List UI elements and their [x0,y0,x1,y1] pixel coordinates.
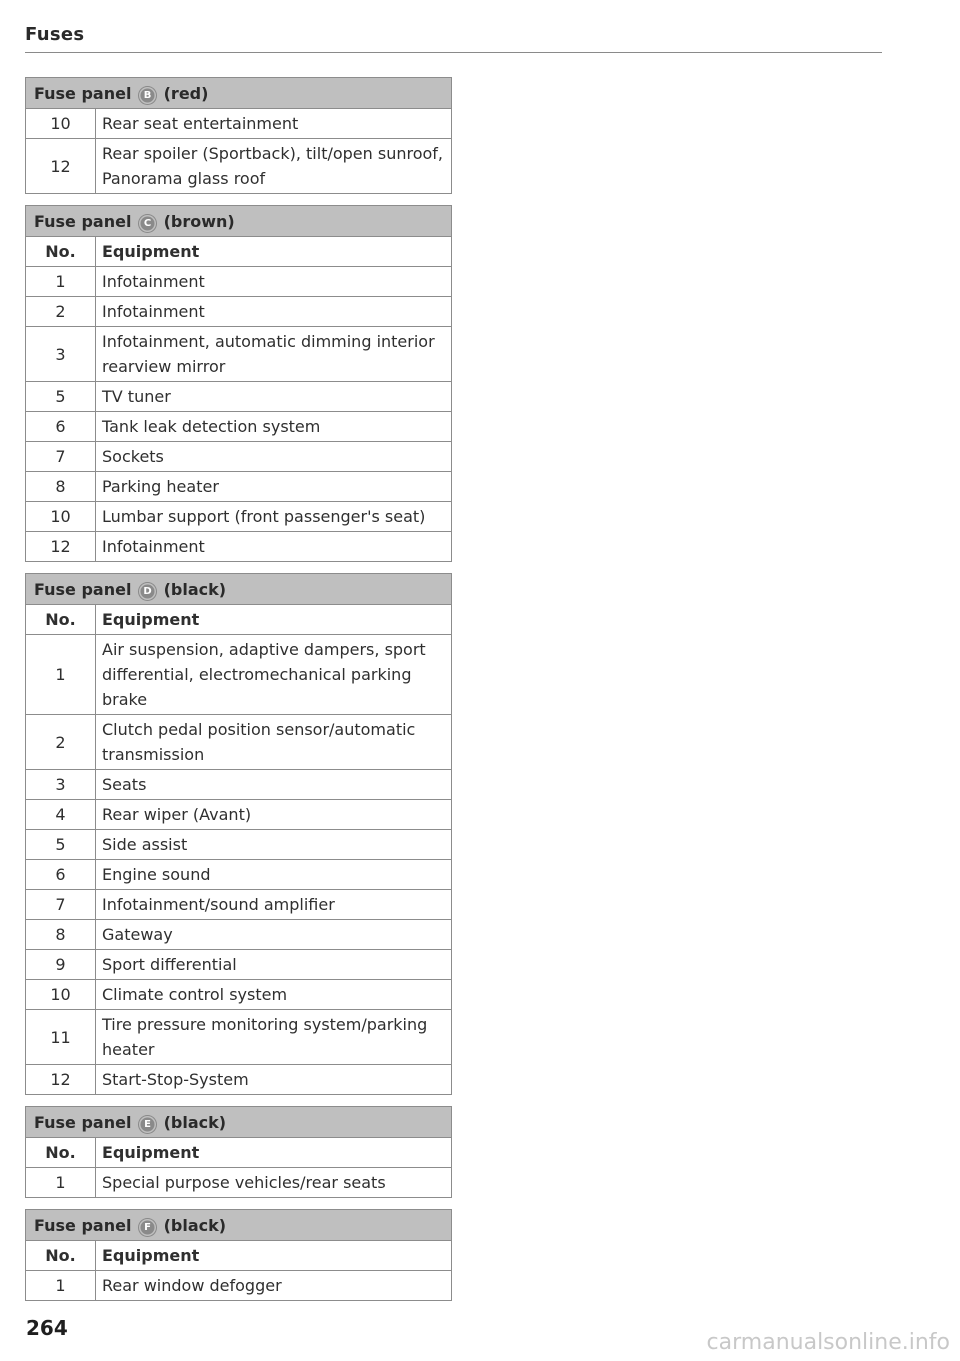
table-row [26,382,452,412]
fuse-equipment: Parking heater [96,472,452,502]
fuse-panel-b-table [25,77,452,194]
fuse-number: 3 [26,327,96,382]
fuse-number: 5 [26,382,96,412]
fuse-equipment: Sport differential [96,950,452,980]
fuse-number: 1 [26,267,96,297]
fuse-number: 11 [26,1010,96,1065]
panel-letter-badge-icon: F [139,1219,156,1236]
panel-color: (red) [163,83,209,103]
fuse-number: 2 [26,715,96,770]
fuse-number: 5 [26,830,96,860]
fuse-equipment: Special purpose vehicles/rear seats [96,1168,452,1198]
table-row [26,502,452,532]
panel-label: Fuse panel [34,1215,132,1235]
panel-color: (black) [163,1112,227,1132]
panel-letter-badge-icon: B [139,87,156,104]
watermark: carmanualsonline.info [706,1330,950,1355]
table-row [26,1010,452,1065]
column-header-equipment: Equipment [96,605,452,635]
fuse-panel-f-heading [26,1210,452,1241]
panel-color: (brown) [163,211,235,231]
fuse-equipment: Climate control system [96,980,452,1010]
table-row [26,770,452,800]
fuse-tables [25,77,452,1312]
fuse-equipment: Infotainment/sound amplifier [96,890,452,920]
table-row [26,980,452,1010]
panel-letter-badge-icon: C [139,215,156,232]
fuse-equipment: Seats [96,770,452,800]
column-header-equipment: Equipment [96,237,452,267]
fuse-number: 10 [26,502,96,532]
table-row [26,1168,452,1198]
column-header-no: No. [26,237,96,267]
table-row [26,920,452,950]
panel-label: Fuse panel [34,579,132,599]
fuse-panel-e-heading [26,1107,452,1138]
fuse-number: 7 [26,442,96,472]
fuse-equipment: Clutch pedal position sensor/automatic transmission [96,715,452,770]
panel-label: Fuse panel [34,83,132,103]
column-header-no: No. [26,1241,96,1271]
fuse-equipment: Tank leak detection system [96,412,452,442]
fuse-number: 7 [26,890,96,920]
table-row [26,297,452,327]
header-divider [25,52,882,53]
table-row [26,139,452,194]
fuse-number: 2 [26,297,96,327]
table-row [26,1065,452,1095]
fuse-panel-b-heading [26,78,452,109]
table-row [26,860,452,890]
fuse-panel-e-table [25,1106,452,1198]
table-row [26,109,452,139]
fuse-number: 12 [26,139,96,194]
fuse-equipment: Engine sound [96,860,452,890]
table-row [26,267,452,297]
fuse-equipment: TV tuner [96,382,452,412]
fuse-number: 10 [26,980,96,1010]
table-row [26,412,452,442]
fuse-equipment: Rear seat entertainment [96,109,452,139]
fuse-equipment: Lumbar support (front passenger's seat) [96,502,452,532]
panel-label: Fuse panel [34,211,132,231]
fuse-equipment: Air suspension, adaptive dampers, sport differential, electromechanical parking brake [96,635,452,715]
fuse-equipment: Sockets [96,442,452,472]
fuse-equipment: Rear spoiler (Sportback), tilt/open sunroof, Panorama glass roof [96,139,452,194]
fuse-panel-f-table [25,1209,452,1301]
panel-letter-badge-icon: D [139,583,156,600]
table-row [26,472,452,502]
table-row [26,442,452,472]
fuse-number: 1 [26,1271,96,1301]
table-row [26,830,452,860]
panel-letter-badge-icon: E [139,1116,156,1133]
fuse-number: 8 [26,920,96,950]
fuse-equipment: Infotainment [96,297,452,327]
fuse-equipment: Infotainment, automatic dimming interior rearview mirror [96,327,452,382]
table-row [26,890,452,920]
table-row [26,327,452,382]
column-header-equipment: Equipment [96,1138,452,1168]
fuse-equipment: Infotainment [96,532,452,562]
fuse-number: 12 [26,1065,96,1095]
column-header-equipment: Equipment [96,1241,452,1271]
fuse-equipment: Infotainment [96,267,452,297]
fuse-number: 3 [26,770,96,800]
fuse-number: 6 [26,412,96,442]
fuse-panel-c-heading [26,206,452,237]
panel-color: (black) [163,1215,227,1235]
fuse-panel-d-heading [26,574,452,605]
table-row [26,1271,452,1301]
column-header-no: No. [26,605,96,635]
fuse-equipment: Start-Stop-System [96,1065,452,1095]
page-number: 264 [26,1316,68,1340]
fuse-number: 4 [26,800,96,830]
fuse-number: 1 [26,1168,96,1198]
column-header-no: No. [26,1138,96,1168]
table-row [26,800,452,830]
fuse-equipment: Gateway [96,920,452,950]
page-section-title: Fuses [25,24,85,45]
table-row [26,950,452,980]
fuse-number: 12 [26,532,96,562]
fuse-equipment: Tire pressure monitoring system/parking heater [96,1010,452,1065]
fuse-panel-c-table [25,205,452,562]
panel-label: Fuse panel [34,1112,132,1132]
table-row [26,635,452,715]
fuse-number: 10 [26,109,96,139]
fuse-number: 8 [26,472,96,502]
fuse-equipment: Side assist [96,830,452,860]
table-row [26,532,452,562]
fuse-equipment: Rear window defogger [96,1271,452,1301]
fuse-equipment: Rear wiper (Avant) [96,800,452,830]
fuse-panel-d-table [25,573,452,1095]
panel-color: (black) [163,579,227,599]
fuse-number: 9 [26,950,96,980]
table-row [26,715,452,770]
fuse-number: 6 [26,860,96,890]
fuse-number: 1 [26,635,96,715]
